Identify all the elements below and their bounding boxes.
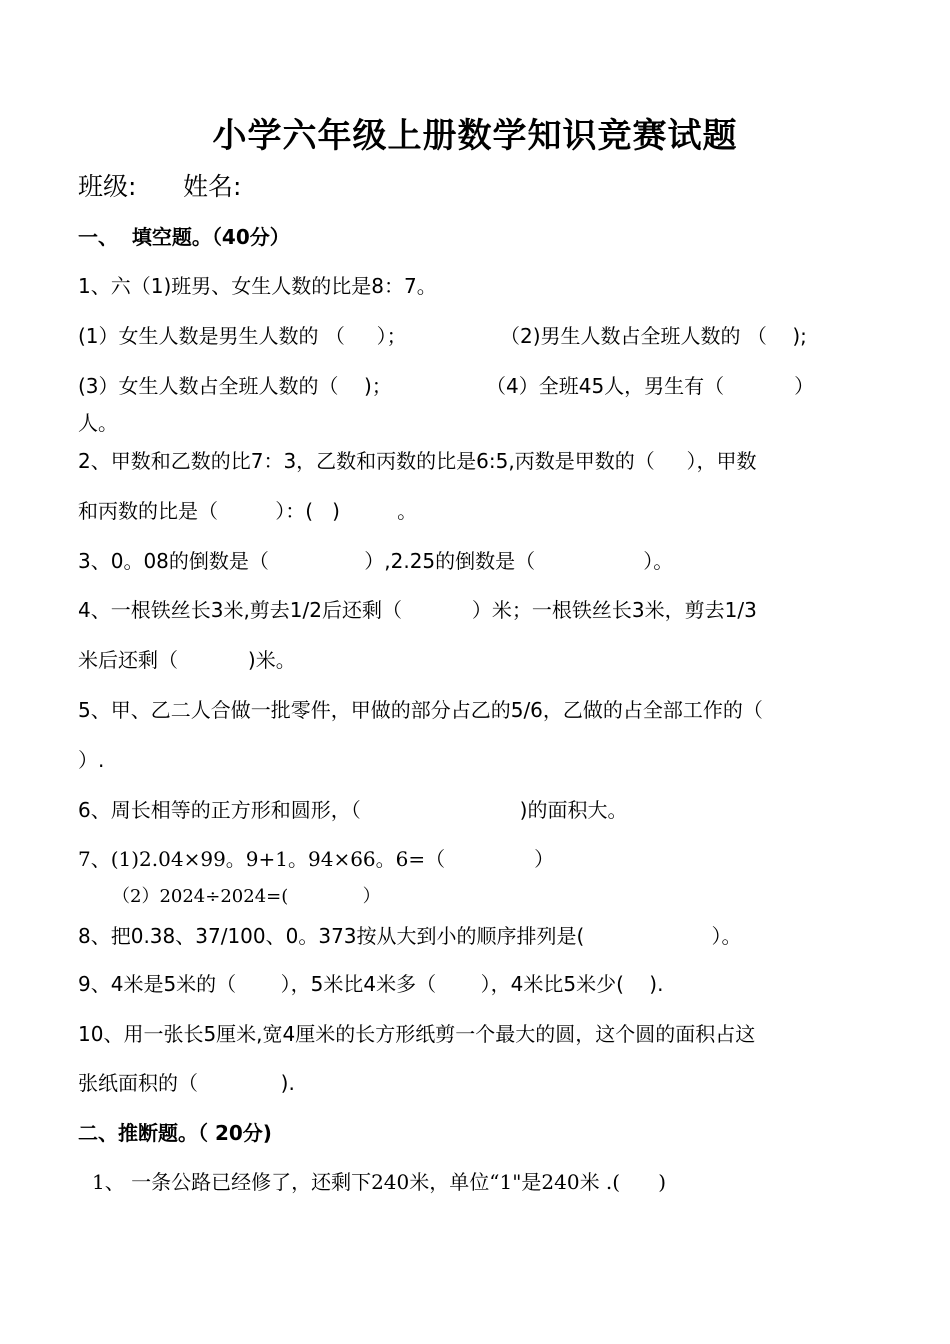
question-8: 8、把0.38、37/100、0。373按从大到小的顺序排列是( ）。 [78,924,742,948]
question-3: 3、0。08的倒数是（ ）,2.25的倒数是（ ）。 [78,549,674,573]
question-9: 9、4米是5米的（ ），5米比4米多（ ），4米比5米少( ). [78,972,664,996]
question-1-part-4-cont: 人。 [78,411,118,435]
question-5-cont: ）. [78,748,105,772]
question-1-part-4: （4）全班45人，男生有（ ） [486,374,815,398]
question-4: 4、一根铁丝长3米,剪去1/2后还剩（ ）米；一根铁丝长3米，剪去1/3 [78,598,757,622]
section-2-heading: 二、推断题。（ 20分) [78,1121,272,1145]
name-label: 姓名: [183,172,242,201]
question-1: 1、六（1)班男、女生人数的比是8：7。 [78,274,437,298]
question-2-cont: 和丙数的比是（ ）：( ) 。 [78,499,418,523]
question-1-part-3: (3）女生人数占全班人数的（ )； [78,374,392,398]
question-4-cont: 米后还剩（ )米。 [78,648,296,672]
class-label: 班级: [78,172,137,201]
section-1-heading: 一、 填空题。（40分） [78,225,290,249]
question-7-part-1: 7、(1)2.04×99。9+1。94×66。6=（ ） [78,847,555,871]
judgement-question-1: 1、 一条公路已经修了，还剩下240米，单位“1"是240米 .( ) [92,1170,667,1194]
question-6: 6、周长相等的正方形和圆形，（ )的面积大。 [78,798,628,822]
question-10: 10、用一张长5厘米,宽4厘米的长方形纸剪一个最大的圆，这个圆的面积占这 [78,1022,756,1046]
question-2: 2、甲数和乙数的比7：3，乙数和丙数的比是6:5,丙数是甲数的（ ），甲数 [78,449,757,473]
question-10-cont: 张纸面积的（ ). [78,1071,295,1095]
page-title: 小学六年级上册数学知识竞赛试题 [212,116,738,156]
question-7-part-2: （2）2024÷2024=( ） [112,886,381,907]
question-5: 5、甲、乙二人合做一批零件，甲做的部分占乙的5/6，乙做的占全部工作的（ [78,698,763,722]
question-1-part-2: （2)男生人数占全班人数的 （ ); [500,324,807,348]
question-1-part-1: (1）女生人数是男生人数的 （ ）； [78,324,407,348]
